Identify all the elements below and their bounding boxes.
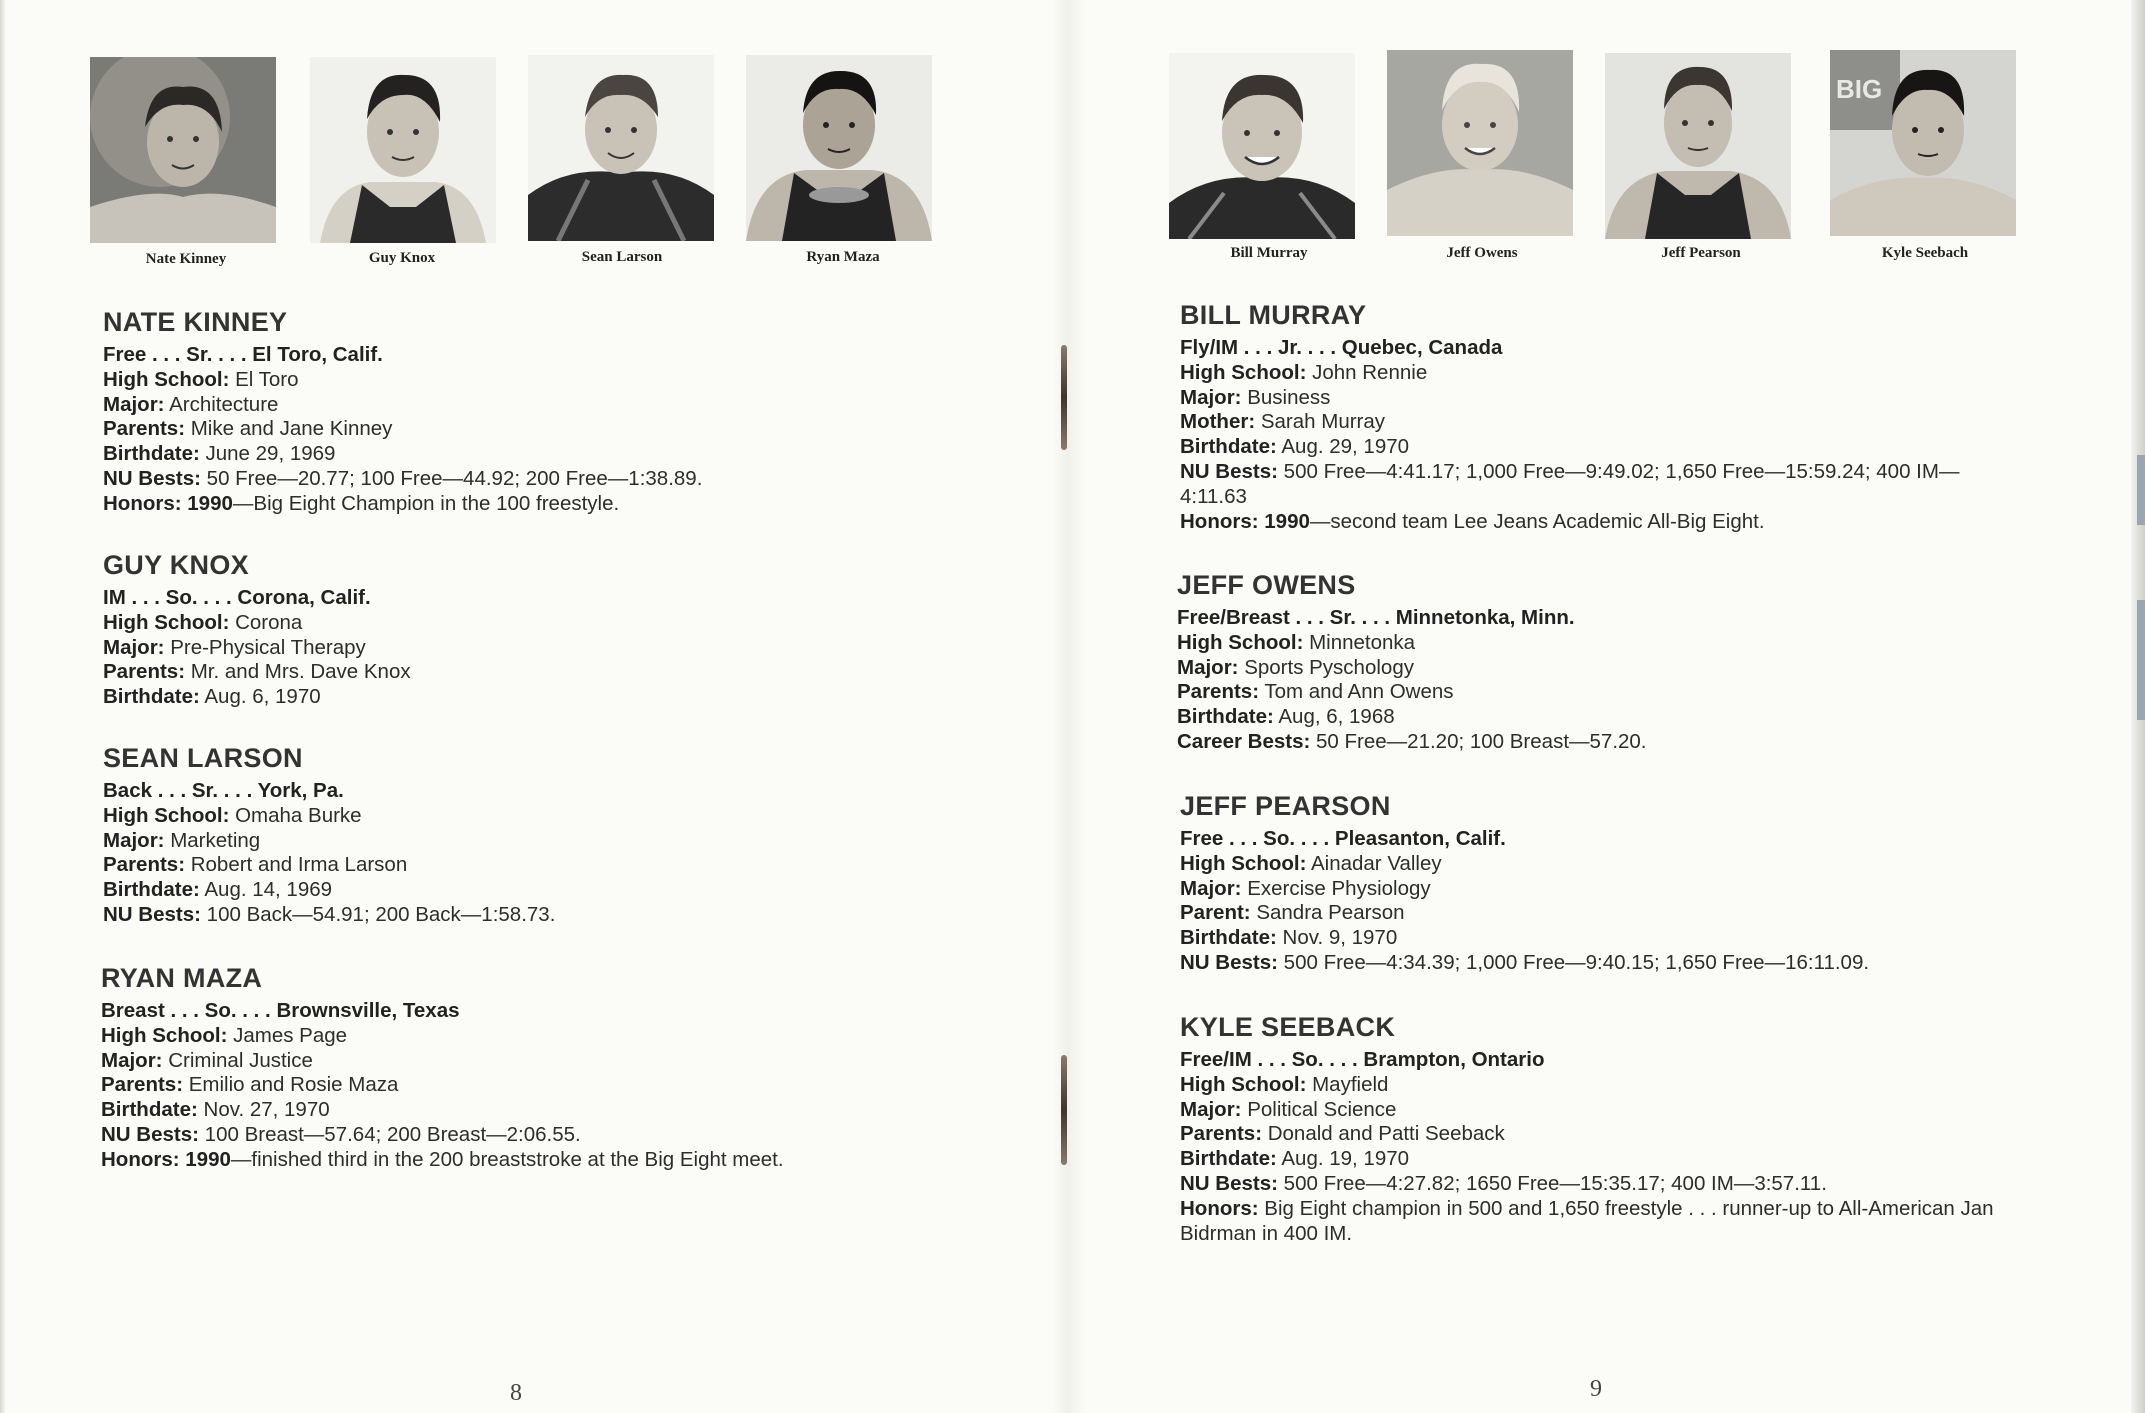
left-page	[0, 0, 1070, 1413]
athlete-name: NATE KINNEY	[103, 307, 288, 337]
parents: Mother: Sarah Murray	[1180, 410, 1386, 434]
birthdate: Birthdate: Aug. 14, 1969	[103, 878, 333, 902]
bio-sean-larson	[103, 743, 1043, 928]
bio-guy-knox	[103, 550, 1043, 710]
parents: Parents: Tom and Ann Owens	[1177, 680, 1454, 704]
event-class-hometown: IM . . . So. . . . Corona, Calif.	[103, 586, 371, 609]
high-school: High School: James Page	[101, 1023, 348, 1047]
birthdate: Birthdate: June 29, 1969	[103, 442, 336, 466]
event-class-hometown: Back . . . Sr. . . . York, Pa.	[103, 779, 344, 802]
athlete-name: JEFF PEARSON	[1180, 791, 1391, 821]
page-number: 9	[1590, 1376, 1602, 1402]
high-school: High School: John Rennie	[1180, 360, 1428, 384]
honors: Honors: 1990—Big Eight Champion in the 100 freestyle.	[103, 491, 620, 515]
page-number: 8	[510, 1380, 522, 1406]
major: Major: Marketing	[103, 828, 261, 852]
bio-bill-murray	[1180, 300, 2120, 534]
photo-jeff-owens	[1387, 50, 1573, 236]
athlete-name: GUY KNOX	[103, 550, 249, 580]
photo-kyle-seebach	[1830, 50, 2016, 236]
parents: Parents: Mr. and Mrs. Dave Knox	[103, 660, 411, 684]
honors: Honors: 1990—second team Lee Jeans Academic All-Big Eight.	[1180, 509, 1765, 533]
bio-kyle-seeback	[1180, 1012, 2120, 1246]
best-times: Career Bests: 50 Free—21.20; 100 Breast—57.20.	[1177, 729, 1647, 753]
photo-nate-kinney	[90, 57, 276, 243]
high-school: High School: Corona	[103, 610, 303, 634]
photo-caption: Sean Larson	[581, 249, 663, 265]
high-school: High School: El Toro	[103, 367, 299, 391]
athlete-name: BILL MURRAY	[1180, 300, 1367, 330]
best-times: NU Bests: 100 Breast—57.64; 200 Breast—2:06.55.	[101, 1122, 581, 1146]
photo-caption: Guy Knox	[368, 250, 436, 266]
major: Major: Exercise Physiology	[1180, 876, 1431, 900]
parents: Parents: Robert and Irma Larson	[103, 853, 408, 877]
birthdate: Birthdate: Aug. 29, 1970	[1180, 435, 1410, 459]
bio-nate-kinney	[103, 307, 1043, 517]
best-times: NU Bests: 500 Free—4:34.39; 1,000 Free—9:40.15; 1,650 Free—16:11.09.	[1180, 950, 1870, 974]
high-school: High School: Ainadar Valley	[1180, 851, 1442, 875]
bio-jeff-owens	[1177, 570, 2117, 755]
honors: Honors: Big Eight champion in 500 and 1,650 freestyle . . . runner-up to All-American Jan Bidrman in 400 IM.	[1180, 1196, 1994, 1245]
high-school: High School: Mayfield	[1180, 1072, 1389, 1096]
photo-guy-knox	[310, 57, 496, 243]
photo-caption: Jeff Owens	[1446, 245, 1518, 261]
major: Major: Criminal Justice	[101, 1048, 313, 1072]
event-class-hometown: Free/Breast . . . Sr. . . . Minnetonka, Minn.	[1177, 606, 1575, 629]
photo-caption: Ryan Maza	[806, 249, 880, 265]
parents: Parents: Donald and Patti Seeback	[1180, 1122, 1505, 1146]
event-class-hometown: Fly/IM . . . Jr. . . . Quebec, Canada	[1180, 336, 1503, 359]
event-class-hometown: Free . . . Sr. . . . El Toro, Calif.	[103, 343, 383, 366]
parents: Parents: Emilio and Rosie Maza	[101, 1073, 399, 1097]
event-class-hometown: Free/IM . . . So. . . . Brampton, Ontario	[1180, 1048, 1545, 1071]
parents: Parents: Mike and Jane Kinney	[103, 417, 393, 441]
photo-caption: Bill Murray	[1230, 245, 1308, 261]
best-times: NU Bests: 500 Free—4:27.82; 1650 Free—15:35.17; 400 IM—3:57.11.	[1180, 1171, 1827, 1195]
best-times: NU Bests: 100 Back—54.91; 200 Back—1:58.73.	[103, 902, 556, 926]
photo-caption: Jeff Pearson	[1661, 245, 1741, 261]
event-class-hometown: Free . . . So. . . . Pleasanton, Calif.	[1180, 827, 1506, 850]
birthdate: Birthdate: Nov. 9, 1970	[1180, 926, 1398, 950]
best-times: NU Bests: 500 Free—4:41.17; 1,000 Free—9:49.02; 1,650 Free—15:59.24; 400 IM—4:11.63	[1180, 459, 1960, 508]
honors: Honors: 1990—finished third in the 200 breaststroke at the Big Eight meet.	[101, 1147, 784, 1171]
major: Major: Sports Pyschology	[1177, 655, 1414, 679]
event-class-hometown: Breast . . . So. . . . Brownsville, Texas	[101, 999, 460, 1022]
major: Major: Architecture	[103, 392, 279, 416]
major: Major: Business	[1180, 385, 1331, 409]
photo-caption: Nate Kinney	[145, 251, 227, 267]
athlete-name: RYAN MAZA	[101, 963, 263, 993]
photo-ryan-maza	[746, 55, 932, 241]
major: Major: Pre-Physical Therapy	[103, 635, 366, 659]
right-page	[1070, 0, 2145, 1413]
athlete-name: SEAN LARSON	[103, 743, 303, 773]
athlete-name: KYLE SEEBACK	[1180, 1012, 1396, 1042]
birthdate: Birthdate: Aug. 6, 1970	[103, 685, 321, 709]
photo-sean-larson	[528, 55, 714, 241]
birthdate: Birthdate: Aug, 6, 1968	[1177, 705, 1395, 729]
birthdate: Birthdate: Aug. 19, 1970	[1180, 1147, 1410, 1171]
bio-ryan-maza	[101, 963, 1041, 1173]
parents: Parent: Sandra Pearson	[1180, 901, 1405, 925]
best-times: NU Bests: 50 Free—20.77; 100 Free—44.92; 200 Free—1:38.89.	[103, 466, 703, 490]
svg-text:BIG: BIG	[1836, 74, 1883, 104]
birthdate: Birthdate: Nov. 27, 1970	[101, 1098, 330, 1122]
high-school: High School: Omaha Burke	[103, 803, 362, 827]
high-school: High School: Minnetonka	[1177, 630, 1416, 654]
major: Major: Political Science	[1180, 1097, 1397, 1121]
bio-jeff-pearson	[1180, 791, 2120, 976]
photo-caption: Kyle Seebach	[1881, 245, 1969, 261]
athlete-name: JEFF OWENS	[1177, 570, 1356, 600]
photo-bill-murray	[1169, 53, 1355, 239]
photo-jeff-pearson	[1605, 53, 1791, 239]
